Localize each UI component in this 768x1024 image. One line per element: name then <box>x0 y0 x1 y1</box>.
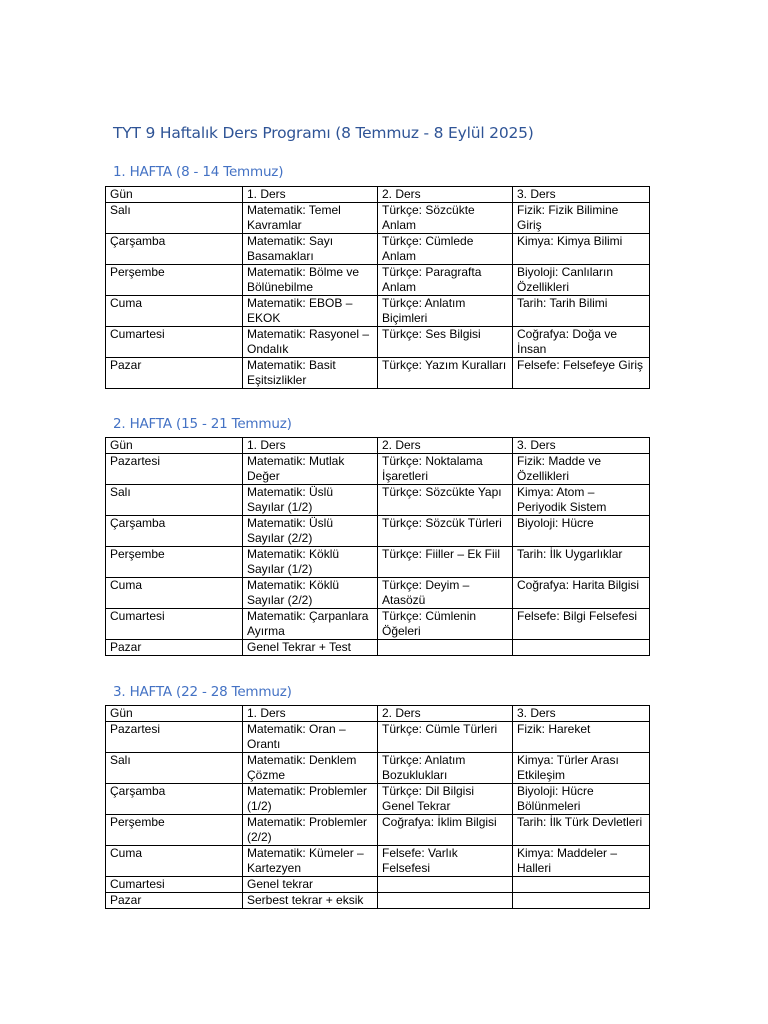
lesson-3-cell: Coğrafya: Doğa ve İnsan <box>513 327 650 358</box>
lesson-3-cell: Tarih: Tarih Bilimi <box>513 296 650 327</box>
lesson-1-cell: Matematik: Çarpanlara Ayırma <box>243 609 378 640</box>
lesson-2-cell: Türkçe: Cümlenin Öğeleri <box>378 609 513 640</box>
table-row <box>106 234 650 265</box>
day-cell: Cuma <box>106 296 243 327</box>
lesson-3-cell: Fizik: Madde ve Özellikleri <box>513 454 650 485</box>
week-heading-2: 2. HAFTA (15 - 21 Temmuz) <box>113 416 292 432</box>
lesson-2-cell: Coğrafya: İklim Bilgisi <box>378 815 513 846</box>
lesson-1-cell: Matematik: Mutlak Değer <box>243 454 378 485</box>
lesson-3-cell: Kimya: Türler Arası Etkileşim <box>513 753 650 784</box>
table-row <box>106 815 650 846</box>
lesson-2-cell: Türkçe: Anlatım Bozuklukları <box>378 753 513 784</box>
day-cell: Salı <box>106 485 243 516</box>
table-row <box>106 516 650 547</box>
table-row <box>106 784 650 815</box>
day-cell: Pazar <box>106 358 243 389</box>
lesson-2-cell <box>378 877 513 893</box>
header-row <box>106 187 650 203</box>
table-row <box>106 640 650 656</box>
week-heading-3: 3. HAFTA (22 - 28 Temmuz) <box>113 684 292 700</box>
lesson-1-cell: Matematik: Oran – Orantı <box>243 722 378 753</box>
header-row <box>106 706 650 722</box>
lesson-2-cell: Türkçe: Anlatım Biçimleri <box>378 296 513 327</box>
header-row <box>106 438 650 454</box>
lesson-1-cell: Matematik: Köklü Sayılar (1/2) <box>243 547 378 578</box>
day-cell: Perşembe <box>106 265 243 296</box>
table-row <box>106 265 650 296</box>
table-row <box>106 203 650 234</box>
header-cell: Gün <box>106 438 243 454</box>
lesson-3-cell: Biyoloji: Hücre <box>513 516 650 547</box>
table-row <box>106 722 650 753</box>
lesson-3-cell: Tarih: İlk Türk Devletleri <box>513 815 650 846</box>
lesson-1-cell: Matematik: EBOB – EKOK <box>243 296 378 327</box>
lesson-3-cell: Coğrafya: Harita Bilgisi <box>513 578 650 609</box>
lesson-2-cell: Türkçe: Fiiller – Ek Fiil <box>378 547 513 578</box>
day-cell: Cuma <box>106 578 243 609</box>
header-cell: 1. Ders <box>243 187 378 203</box>
lesson-2-cell <box>378 640 513 656</box>
day-cell: Çarşamba <box>106 784 243 815</box>
day-cell: Cuma <box>106 846 243 877</box>
table-row <box>106 609 650 640</box>
lesson-1-cell: Matematik: Denklem Çözme <box>243 753 378 784</box>
lesson-1-cell: Matematik: Temel Kavramlar <box>243 203 378 234</box>
day-cell: Cumartesi <box>106 327 243 358</box>
lesson-2-cell: Türkçe: Deyim – Atasözü <box>378 578 513 609</box>
week-2-table <box>105 437 650 656</box>
table-row <box>106 547 650 578</box>
lesson-3-cell: Felsefe: Felsefeye Giriş <box>513 358 650 389</box>
lesson-1-cell: Genel Tekrar + Test <box>243 640 378 656</box>
table-row <box>106 877 650 893</box>
day-cell: Cumartesi <box>106 609 243 640</box>
lesson-1-cell: Matematik: Kümeler – Kartezyen <box>243 846 378 877</box>
lesson-2-cell: Türkçe: Paragrafta Anlam <box>378 265 513 296</box>
lesson-1-cell: Genel tekrar <box>243 877 378 893</box>
lesson-3-cell: Felsefe: Bilgi Felsefesi <box>513 609 650 640</box>
lesson-3-cell <box>513 877 650 893</box>
day-cell: Pazar <box>106 640 243 656</box>
header-cell: 3. Ders <box>513 706 650 722</box>
lesson-2-cell <box>378 893 513 909</box>
lesson-1-cell: Matematik: Üslü Sayılar (2/2) <box>243 516 378 547</box>
lesson-2-cell: Türkçe: Sözcükte Yapı <box>378 485 513 516</box>
table-row <box>106 485 650 516</box>
day-cell: Perşembe <box>106 547 243 578</box>
lesson-1-cell: Matematik: Rasyonel – Ondalık <box>243 327 378 358</box>
week-heading-1: 1. HAFTA (8 - 14 Temmuz) <box>113 164 284 180</box>
lesson-1-cell: Serbest tekrar + eksik <box>243 893 378 909</box>
day-cell: Salı <box>106 203 243 234</box>
table-row <box>106 296 650 327</box>
lesson-2-cell: Türkçe: Noktalama İşaretleri <box>378 454 513 485</box>
lesson-3-cell <box>513 893 650 909</box>
lesson-3-cell: Tarih: İlk Uygarlıklar <box>513 547 650 578</box>
table-row <box>106 753 650 784</box>
lesson-3-cell: Fizik: Hareket <box>513 722 650 753</box>
lesson-3-cell: Kimya: Maddeler – Halleri <box>513 846 650 877</box>
day-cell: Pazartesi <box>106 722 243 753</box>
lesson-1-cell: Matematik: Problemler (1/2) <box>243 784 378 815</box>
day-cell: Pazartesi <box>106 454 243 485</box>
lesson-3-cell <box>513 640 650 656</box>
lesson-1-cell: Matematik: Problemler (2/2) <box>243 815 378 846</box>
lesson-3-cell: Biyoloji: Canlıların Özellikleri <box>513 265 650 296</box>
lesson-2-cell: Türkçe: Cümle Türleri <box>378 722 513 753</box>
day-cell: Salı <box>106 753 243 784</box>
header-cell: 1. Ders <box>243 706 378 722</box>
day-cell: Perşembe <box>106 815 243 846</box>
day-cell: Çarşamba <box>106 516 243 547</box>
day-cell: Pazar <box>106 893 243 909</box>
lesson-1-cell: Matematik: Basit Eşitsizlikler <box>243 358 378 389</box>
week-1-table <box>105 186 650 389</box>
lesson-2-cell: Türkçe: Sözcük Türleri <box>378 516 513 547</box>
header-cell: 2. Ders <box>378 438 513 454</box>
lesson-1-cell: Matematik: Köklü Sayılar (2/2) <box>243 578 378 609</box>
header-cell: Gün <box>106 187 243 203</box>
document-title: TYT 9 Haftalık Ders Programı (8 Temmuz - 8 Eylül 2025) <box>113 124 534 142</box>
header-cell: Gün <box>106 706 243 722</box>
lesson-1-cell: Matematik: Sayı Basamakları <box>243 234 378 265</box>
lesson-2-cell: Türkçe: Ses Bilgisi <box>378 327 513 358</box>
lesson-1-cell: Matematik: Bölme ve Bölünebilme <box>243 265 378 296</box>
day-cell: Cumartesi <box>106 877 243 893</box>
table-row <box>106 893 650 909</box>
week-3-table <box>105 705 650 909</box>
day-cell: Çarşamba <box>106 234 243 265</box>
header-cell: 2. Ders <box>378 706 513 722</box>
table-row <box>106 327 650 358</box>
table-row <box>106 454 650 485</box>
lesson-2-cell: Türkçe: Yazım Kuralları <box>378 358 513 389</box>
table-row <box>106 846 650 877</box>
lesson-3-cell: Kimya: Atom – Periyodik Sistem <box>513 485 650 516</box>
header-cell: 3. Ders <box>513 438 650 454</box>
lesson-2-cell: Türkçe: Dil Bilgisi Genel Tekrar <box>378 784 513 815</box>
table-row <box>106 358 650 389</box>
lesson-3-cell: Biyoloji: Hücre Bölünmeleri <box>513 784 650 815</box>
lesson-3-cell: Fizik: Fizik Bilimine Giriş <box>513 203 650 234</box>
lesson-2-cell: Türkçe: Sözcükte Anlam <box>378 203 513 234</box>
lesson-3-cell: Kimya: Kimya Bilimi <box>513 234 650 265</box>
header-cell: 1. Ders <box>243 438 378 454</box>
lesson-1-cell: Matematik: Üslü Sayılar (1/2) <box>243 485 378 516</box>
table-row <box>106 578 650 609</box>
lesson-2-cell: Türkçe: Cümlede Anlam <box>378 234 513 265</box>
header-cell: 2. Ders <box>378 187 513 203</box>
lesson-2-cell: Felsefe: Varlık Felsefesi <box>378 846 513 877</box>
header-cell: 3. Ders <box>513 187 650 203</box>
